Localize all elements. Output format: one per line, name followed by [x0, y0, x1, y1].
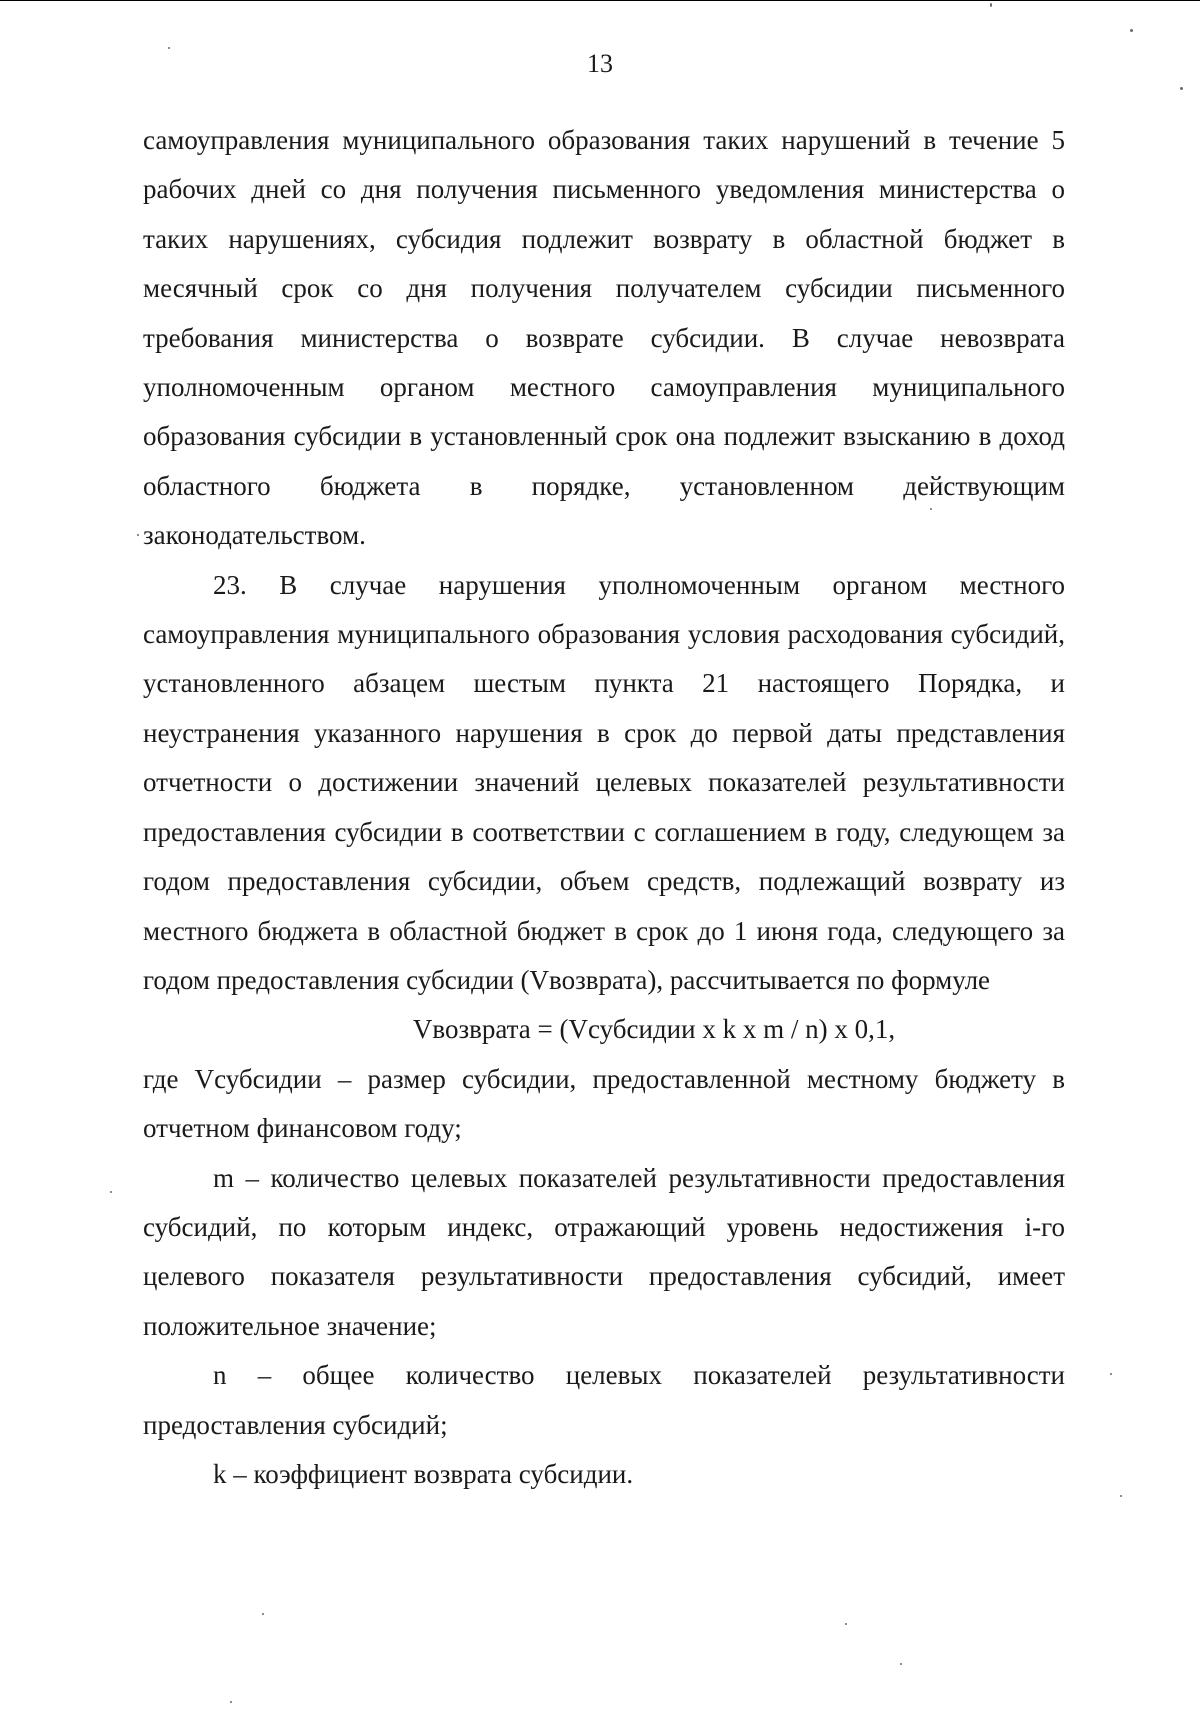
paragraph-definition-k: k – коэффициент возврата субсидии. [213, 1458, 634, 1489]
scan-speck [137, 534, 139, 536]
paragraph-definition-n: n – общее количество целевых показателей результативности предоставления субсидий; [143, 1360, 1065, 1440]
scan-speck [1120, 1495, 1122, 1497]
scan-speck [230, 1701, 232, 1703]
scan-speck [1110, 1373, 1112, 1375]
scan-speck [1180, 87, 1183, 90]
paragraph-definition-m: m – количество целевых показателей результативности предоставления субсидий, по которым индекс, отражающий уровень недостижения i-го целевого показателя результативности предоставления субсидий, имеет положительное значение; [143, 1162, 1065, 1341]
scan-speck [168, 47, 170, 49]
paragraph-definition-v: где Vсубсидии – размер субсидии, предоставленной местному бюджету в отчетном финансовом году; [143, 1063, 1065, 1144]
document-body [143, 116, 1065, 1499]
formula: Vвозврата = (Vсубсидии x k x m / n) x 0,1, [412, 1014, 896, 1045]
scan-speck [110, 1191, 112, 1193]
paragraph-continuation: самоуправления муниципального образования таких нарушений в течение 5 рабочих дней со дня получения письменного уведомления министерства о таких нарушениях, субсидия подлежит возврату в областной бюджет в месячный срок со дня получения получателем субсидии письменного требования министерства о возврате субсидии. В случае невозврата уполномоченным органом местного самоуправления муниципального образования субсидии в установленный срок она подлежит взысканию в доход областного бюджета в порядке, установленном действующим законодательством. [143, 125, 1065, 551]
scan-speck [930, 508, 932, 510]
scan-speck [900, 1663, 902, 1665]
page-number: 13 [587, 49, 613, 78]
scan-speck [262, 1613, 264, 1615]
paragraph-item-23: 23. В случае нарушения уполномоченным органом местного самоуправления муниципального образования условия расходования субсидий, установленного абзацем шестым пункта 21 настоящего Порядка, и неустранения указанного нарушения в срок до первой даты представления отчетности о достижении значений целевых показателей результативности предоставления субсидии в соответствии с соглашением в году, следующем за годом предоставления субсидии, объем средств, подлежащий возврату из местного бюджета в областной бюджет в срок до 1 июня года, следующего за годом предоставления субсидии (Vвозврата), рассчитывается по формуле [143, 569, 1065, 995]
scan-speck [1130, 29, 1133, 32]
scan-speck [990, 3, 992, 7]
scan-speck [845, 1623, 847, 1625]
